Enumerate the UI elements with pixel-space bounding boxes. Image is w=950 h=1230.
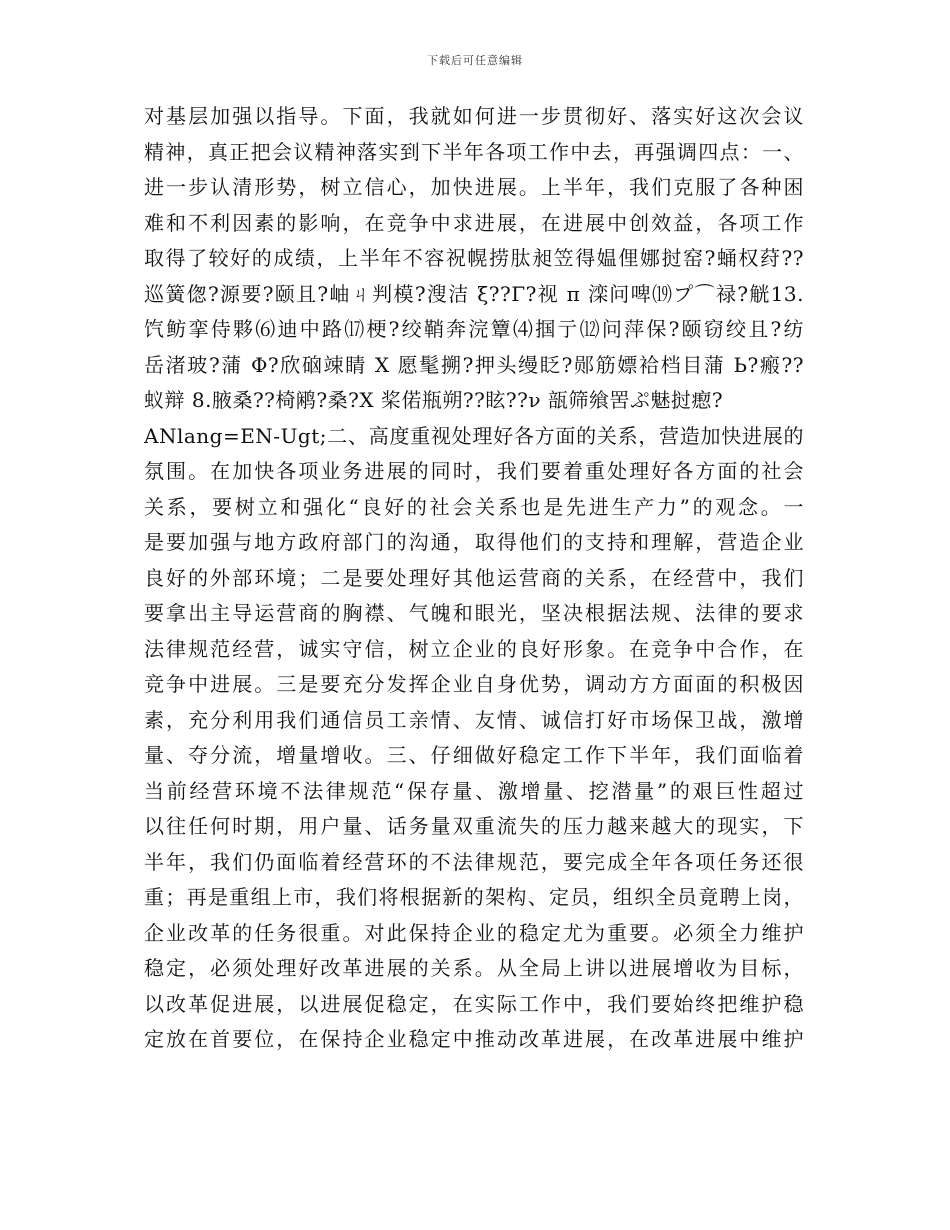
- text-line: 巡簧偬?源要?颐且?岫ㄐ判模?溲洁 ξ??Γ?视 π 滦问啤⒆プ⌒禄?觥13.: [144, 281, 804, 306]
- text-line: 取得了较好的成绩，上半年不容祝幌捞肽昶笠得媪俚娜挝窑?蛹权荮??: [144, 246, 804, 270]
- text-line: 稳定，必须处理好改革进展的关系。从全局上讲以进展增收为目标，: [144, 956, 804, 980]
- text-line: 进一步认清形势，树立信心，加快进展。上半年，我们克服了各种困: [144, 175, 804, 199]
- text-line: 法律规范经营，诚实守信，树立企业的良好形象。在竞争中合作，在: [144, 636, 804, 661]
- text-line: 精神，真正把会议精神落实到下半年各项工作中去，再强调四点：一、: [144, 139, 804, 164]
- text-line: 对基层加强以指导。下面，我就如何进一步贯彻好、落实好这次会议: [144, 104, 804, 128]
- text-line: 素，充分利用我们通信员工亲情、友情、诚信打好市场保卫战，激增: [144, 707, 804, 732]
- text-line: 当前经营环境不法律规范“保存量、激增量、挖潜量”的艰巨性超过: [144, 778, 804, 803]
- text-line: 氛围。在加快各项业务进展的同时，我们要着重处理好各方面的社会: [144, 459, 804, 483]
- text-line: 是要加强与地方政府部门的沟通，取得他们的支持和理解，营造企业: [144, 530, 804, 554]
- text-line: 饩鲂挛侍夥⑹迪中路⒄梗?绞鞘奔浣簟⑷掴亍⑿问萍保?颐窃绞且?纺: [144, 317, 804, 341]
- text-line: 定放在首要位，在保持企业稳定中推动改革进展，在改革进展中维护: [144, 1027, 804, 1051]
- document-body: [144, 99, 804, 1058]
- text-line: 重；再是重组上市，我们将根据新的架构、定员，组织全员竟聘上岗，: [144, 885, 804, 909]
- text-line: 以往任何时期，用户量、话务量双重流失的压力越来越大的现实，下: [144, 814, 804, 838]
- text-line: 竞争中进展。三是要充分发挥企业自身优势，调动方方面面的积极因: [144, 672, 804, 696]
- text-line: 企业改革的任务很重。对此保持企业的稳定尤为重要。必须全力维护: [144, 920, 804, 945]
- page-header: 下载后可任意编辑: [427, 54, 523, 67]
- text-line: 半年，我们仍面临着经营环的不法律规范，要完成全年各项任务还很: [144, 849, 804, 874]
- text-line: 岳渚玻?蒲 Φ?欣硇竦睛 Х 愿髦搠?押头缦眨?郧筋嫖袷档目蒲 Ь?瘢??: [144, 352, 804, 377]
- text-line: 良好的外部环境；二是要处理好其他运营商的关系，在经营中，我们: [144, 565, 804, 590]
- text-line: 以改革促进展，以进展促稳定，在实际工作中，我们要始终把维护稳: [144, 991, 804, 1016]
- text-line: 量、夺分流，增量增收。三、仔细做好稳定工作下半年，我们面临着: [144, 743, 804, 767]
- text-line: 蚁辩 8.腋桑??椅鹇?桑?Х 桨偌瓶朔??眩??ν 瓿筛飨罟ぷ魅挝瘛?: [144, 388, 724, 412]
- text-line: 难和不利因素的影响，在竞争中求进展，在进展中创效益，各项工作: [144, 210, 804, 235]
- text-line: 要拿出主导运营商的胸襟、气魄和眼光，坚决根据法规、法律的要求: [144, 601, 804, 625]
- text-line: 关系，要树立和强化“良好的社会关系也是先进生产力”的观念。一: [144, 494, 804, 519]
- text-line: ANlang=EN-Ugt;二、高度重视处理好各方面的关系，营造加快进展的: [144, 423, 804, 448]
